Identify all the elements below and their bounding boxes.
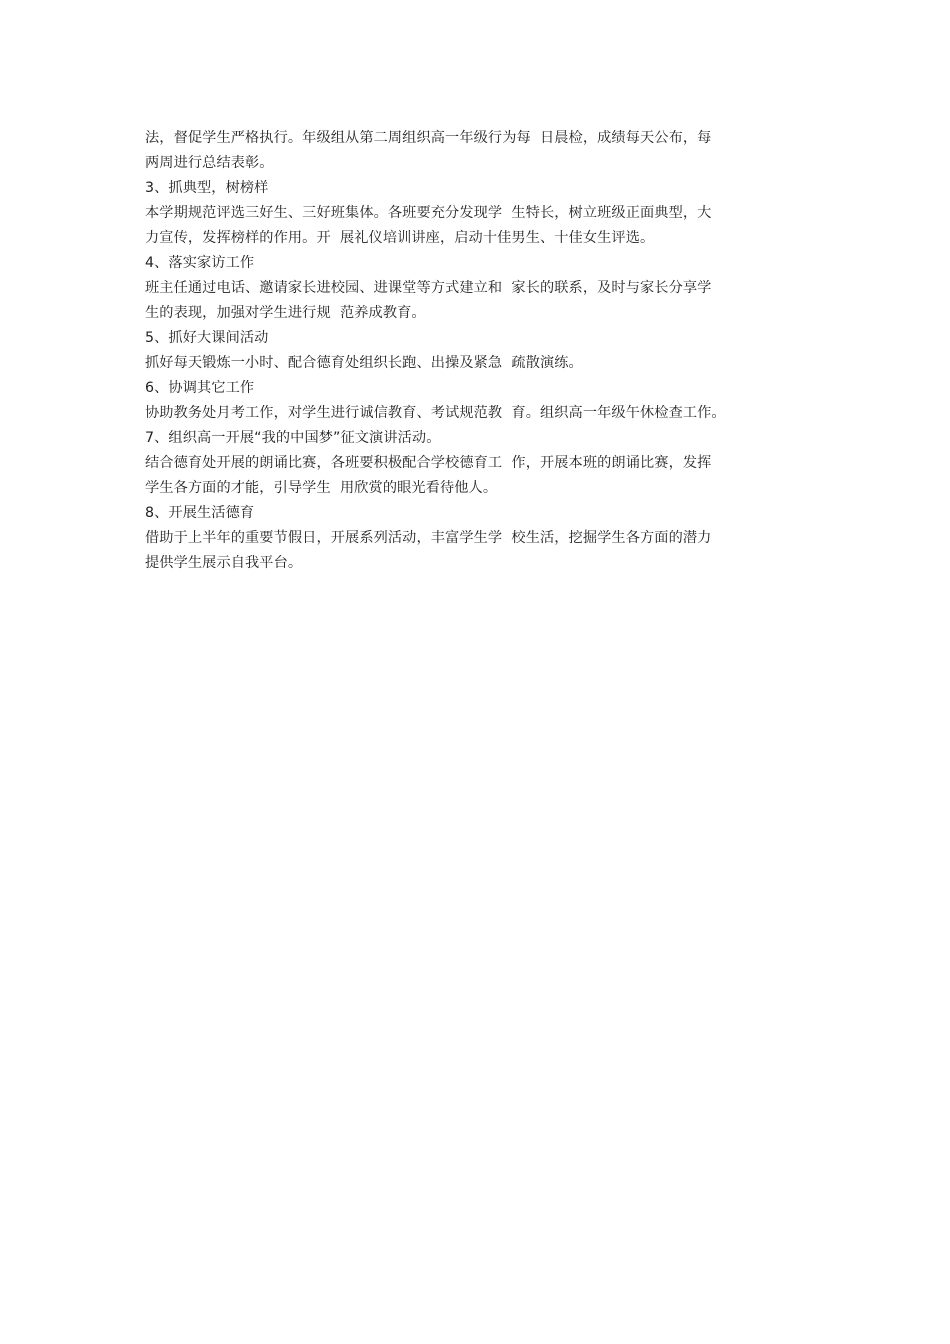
text-line: 协助教务处月考工作，对学生进行诚信教育、考试规范教 育。组织高一年级午休检查工作。 [145, 405, 726, 421]
section-heading-8: 8、开展生活德育 [145, 505, 255, 521]
section-heading-7: 7、组织高一开展“我的中国梦”征文演讲活动。 [145, 430, 441, 446]
paragraph-8 [145, 526, 825, 576]
section-heading-3: 3、抓典型，树榜样 [145, 180, 269, 196]
text-line: 结合德育处开展的朗诵比赛，各班要积极配合学校德育工 作，开展本班的朗诵比赛，发挥 [145, 455, 712, 471]
text-line: 法，督促学生严格执行。年级组从第二周组织高一年级行为每 日晨检，成绩每天公布，每 [145, 130, 712, 146]
text-line: 生的表现，加强对学生进行规 范养成教育。 [145, 305, 426, 321]
text-line: 借助于上半年的重要节假日，开展系列活动，丰富学生学 校生活，挖掘学生各方面的潜力 [145, 530, 712, 546]
paragraph-5 [145, 351, 825, 376]
text-line: 班主任通过电话、邀请家长进校园、进课堂等方式建立和 家长的联系，及时与家长分享学 [145, 280, 712, 296]
text-line: 力宣传，发挥榜样的作用。开 展礼仪培训讲座，启动十佳男生、十佳女生评选。 [145, 230, 655, 246]
paragraph-4 [145, 276, 825, 326]
section-heading-5: 5、抓好大课间活动 [145, 330, 269, 346]
section-heading-6: 6、协调其它工作 [145, 380, 255, 396]
text-line: 提供学生展示自我平台。 [145, 555, 303, 571]
text-line: 本学期规范评选三好生、三好班集体。各班要充分发现学 生特长，树立班级正面典型，大 [145, 205, 712, 221]
text-line: 抓好每天锻炼一小时、配合德育处组织长跑、出操及紧急 疏散演练。 [145, 355, 583, 371]
paragraph-6 [145, 401, 825, 426]
text-line: 两周进行总结表彰。 [145, 155, 274, 171]
paragraph-3 [145, 201, 825, 251]
paragraph-7 [145, 451, 825, 501]
section-heading-4: 4、落实家访工作 [145, 255, 255, 271]
text-line: 学生各方面的才能，引导学生 用欣赏的眼光看待他人。 [145, 480, 498, 496]
document-page [145, 126, 825, 576]
paragraph-intro [145, 126, 825, 176]
